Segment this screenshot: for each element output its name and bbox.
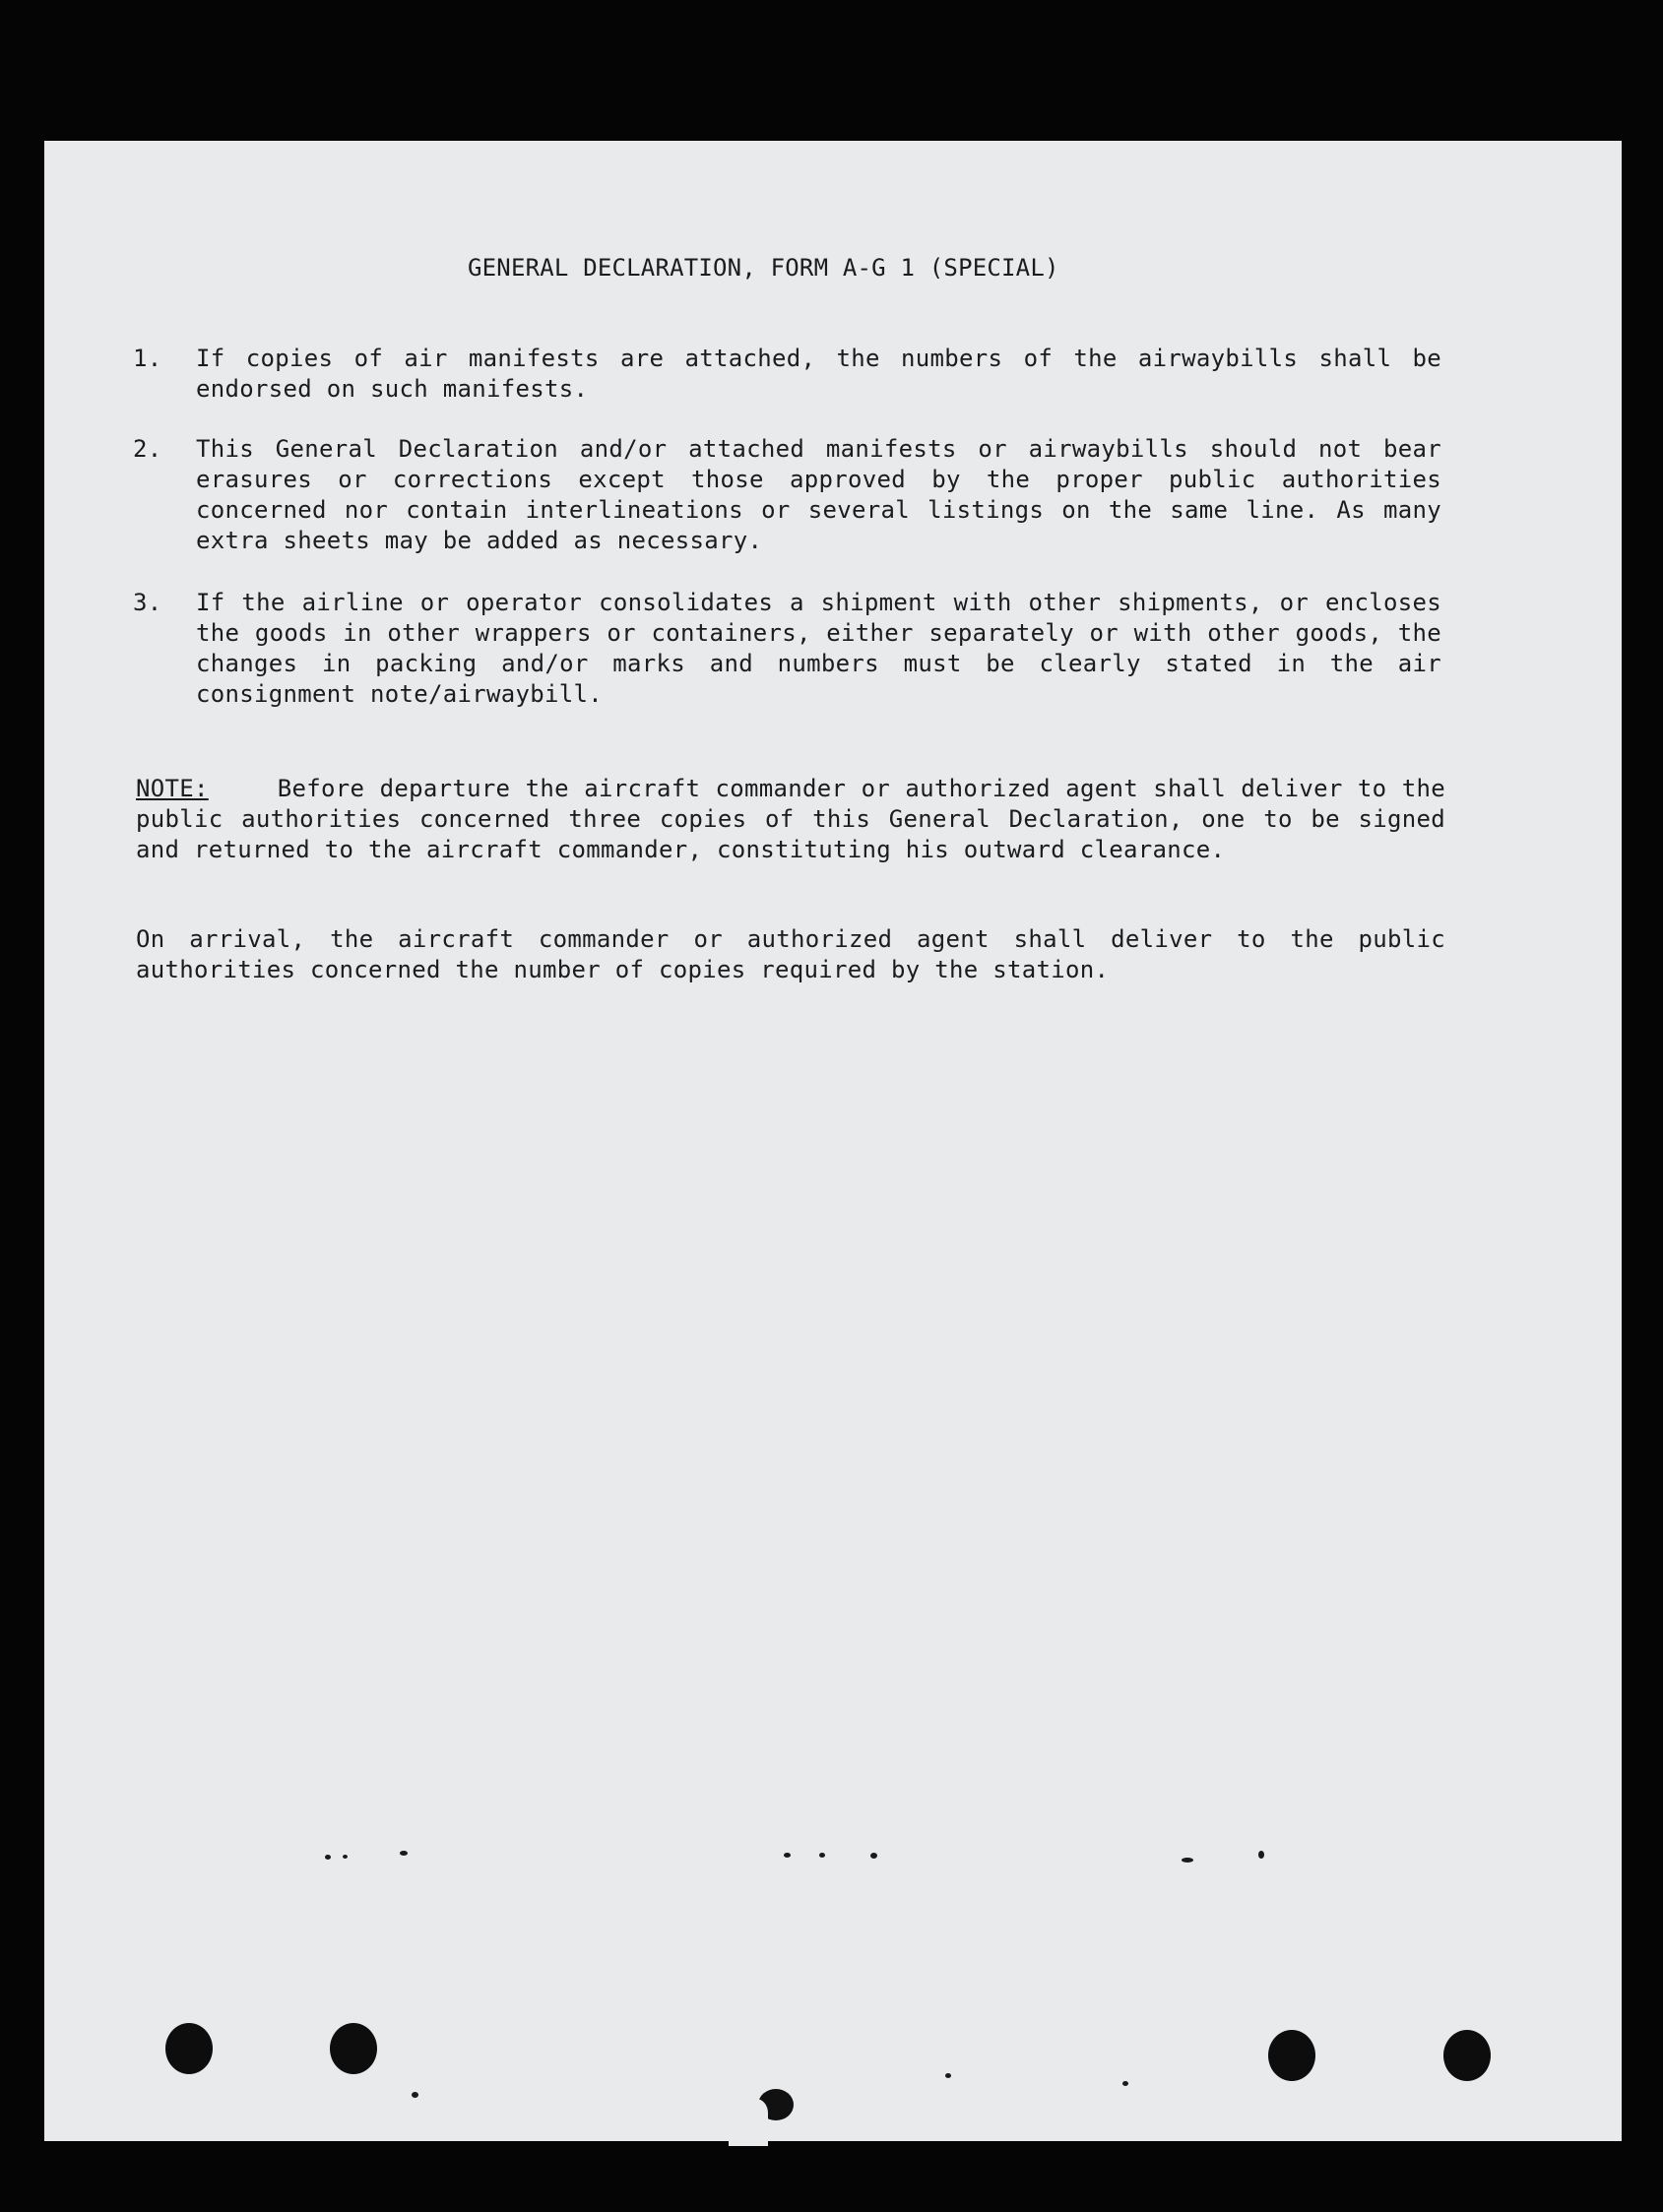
- speck: [1122, 2081, 1128, 2086]
- speck: [343, 1855, 348, 1859]
- arrival-paragraph: On arrival, the aircraft commander or authorized agent shall deliver to the public authorities concerned the number of copies required by the station.: [136, 925, 1445, 983]
- item-text: If the airline or operator consolidates a shipment with other shipments, or encloses the goods in other wrappers or containers, either separately or with other goods, the changes in packing and/or marks and numbers must be clearly stated in the air consignment note/airwaybill.: [196, 589, 1441, 708]
- speck: [945, 2073, 951, 2078]
- speck: [784, 1853, 791, 1858]
- speck: [1258, 1851, 1264, 1859]
- punch-hole: [1268, 2030, 1315, 2081]
- punch-hole: [330, 2023, 377, 2074]
- list-item: [133, 344, 1492, 405]
- punch-hole: [165, 2023, 213, 2074]
- speck: [819, 1853, 825, 1858]
- item-number: 2.: [133, 435, 162, 463]
- item-number: 1.: [133, 345, 162, 372]
- binding-tab: [729, 2099, 768, 2146]
- item-number: 3.: [133, 589, 162, 616]
- punch-hole: [1443, 2030, 1491, 2081]
- list-item: [133, 588, 1492, 710]
- speck: [412, 2092, 418, 2098]
- list-item: [133, 434, 1492, 556]
- note-label: NOTE:: [136, 775, 209, 802]
- item-text: This General Declaration and/or attached manifests or airwaybills should not bear erasures or corrections except those approved by the proper public authorities concerned nor contain interlineations or several listings on the same line. As many extra sheets may be added as necessary.: [196, 435, 1441, 554]
- note-paragraph: [136, 774, 1445, 865]
- speck: [870, 1853, 877, 1859]
- item-text: If copies of air manifests are attached, the numbers of the airwaybills shall be endorsed on such manifests.: [196, 345, 1441, 403]
- speck: [325, 1855, 331, 1860]
- document-title: GENERAL DECLARATION, FORM A-G 1 (SPECIAL): [468, 254, 1059, 282]
- note-text: Before departure the aircraft commander or authorized agent shall deliver to the public authorities concerned three copies of this General Declaration, one to be signed and returned to the aircraft commander, constituting his outward clearance.: [136, 775, 1445, 863]
- speck: [400, 1851, 408, 1856]
- speck: [1182, 1858, 1193, 1863]
